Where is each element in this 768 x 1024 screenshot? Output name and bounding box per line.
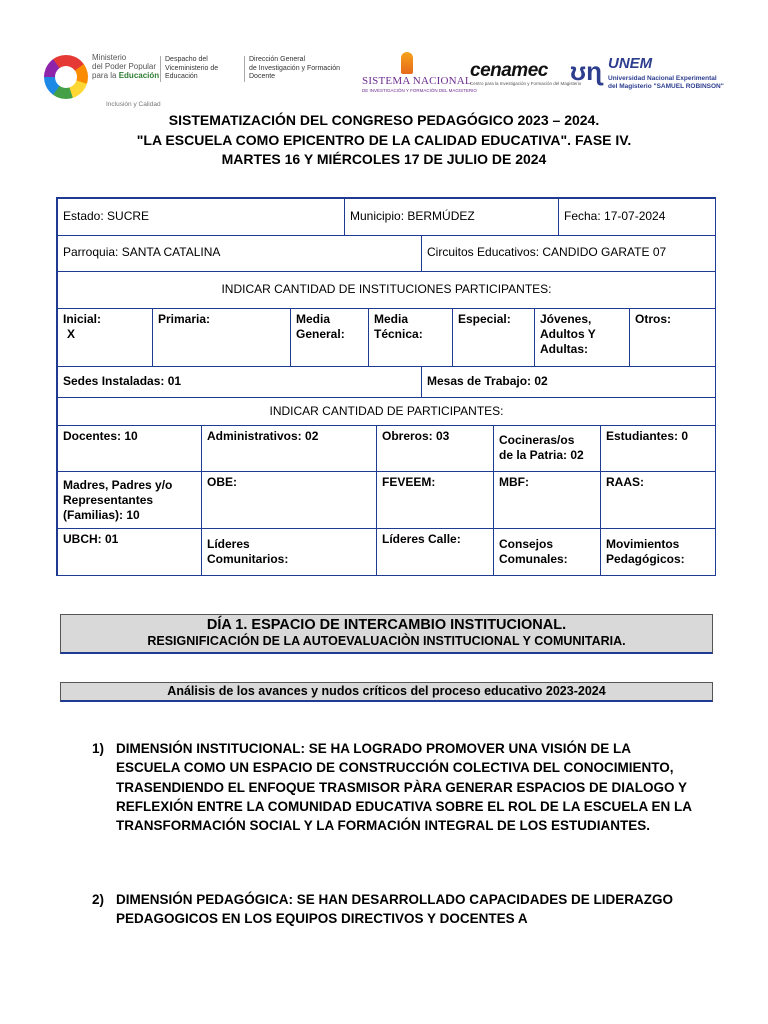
media-general-cell: Media General: <box>290 308 369 367</box>
title-line-3: MARTES 16 Y MIÉRCOLES 17 DE JULIO DE 2024 <box>221 151 547 167</box>
primaria-cell: Primaria: <box>152 308 291 367</box>
administrativos-cell: Administrativos: 02 <box>201 425 377 472</box>
jovenes-cell: Jóvenes, Adultos Y Adultas: <box>534 308 630 367</box>
circuitos-cell: Circuitos Educativos: CANDIDO GARATE 07 <box>421 235 716 272</box>
consejos-cell: Consejos Comunales: <box>493 528 601 576</box>
feveem-cell: FEVEEM: <box>376 471 494 529</box>
instituciones-header: INDICAR CANTIDAD DE INSTITUCIONES PARTICIPANTES: <box>57 271 716 309</box>
obe-cell: OBE: <box>201 471 377 529</box>
obreros-cell: Obreros: 03 <box>376 425 494 472</box>
parroquia-cell: Parroquia: SANTA CATALINA <box>57 235 422 272</box>
mesas-cell: Mesas de Trabajo: 02 <box>421 366 716 398</box>
ministerio-slogan: Inclusión y Calidad <box>106 101 161 108</box>
inicial-cell: Inicial: X <box>57 308 153 367</box>
document-title <box>0 111 768 170</box>
movimientos-cell: Movimientos Pedagógicos: <box>600 528 716 576</box>
docentes-cell: Docentes: 10 <box>57 425 202 472</box>
cenamec-logo: cenamec Centro para la Investigación y Formación del Magisterio <box>470 60 582 86</box>
ubch-cell: UBCH: 01 <box>57 528 202 576</box>
lideres-calle-cell: Líderes Calle: <box>376 528 494 576</box>
otros-cell: Otros: <box>629 308 716 367</box>
list-item <box>92 739 692 835</box>
list-item <box>92 890 692 929</box>
section-analysis-header: Análisis de los avances y nudos críticos del proceso educativo 2023-2024 <box>60 682 713 702</box>
info-form <box>56 197 716 576</box>
estudiantes-cell: Estudiantes: 0 <box>600 425 716 472</box>
logo-header <box>0 0 768 110</box>
list-item-text: DIMENSIÓN PEDAGÓGICA: SE HAN DESARROLLADO CAPACIDADES DE LIDERAZGO PEDAGOGICOS EN LOS EQUIPOS DIRECTIVOS Y DOCENTES A <box>116 892 674 927</box>
list-item-text: DIMENSIÓN INSTITUCIONAL: SE HA LOGRADO PROMOVER UNA VISIÓN DE LA ESCUELA COMO UN ESPACIO DE CONSTRUCCIÓN COLECTIVA DEL CONOCIMIENTO, TRASENDIENDO EL ENFOQUE TRASMISOR PÀRA GENERAR ESPACIOS DE DIALOGO Y REFLEXIÓN ENTRE LA COMUNIDAD EDUCATIVA SOBRE EL ROL DE LA ESCUELA EN LA TRANSFORMACIÓN SOCIAL Y LA FORMACIÓN INTEGRAL DE LOS ESTUDIANTES. <box>116 741 692 834</box>
lideres-comunitarios-cell: Líderes Comunitarios: <box>201 528 377 576</box>
sedes-cell: Sedes Instaladas: 01 <box>57 366 422 398</box>
ministerio-ring-icon <box>44 55 88 99</box>
participantes-header: INDICAR CANTIDAD DE PARTICIPANTES: <box>57 397 716 426</box>
ministerio-name: Ministerio del Poder Popular para la Educación <box>92 53 160 80</box>
mbf-cell: MBF: <box>493 471 601 529</box>
direccion-logo-text: Dirección General de Investigación y Formación Docente <box>244 56 361 82</box>
inicial-value: X <box>67 327 76 341</box>
fecha-cell: Fecha: 17-07-2024 <box>558 198 716 236</box>
estado-cell: Estado: SUCRE <box>57 198 345 236</box>
list-item-number: 1) <box>92 741 105 756</box>
madres-cell: Madres, Padres y/o Representantes (Familias): 10 <box>57 471 202 529</box>
especial-cell: Especial: <box>452 308 535 367</box>
section-day1-header <box>60 614 713 654</box>
media-tecnica-cell: Media Técnica: <box>368 308 453 367</box>
despacho-logo-text: Despacho del Viceministerio de Educación <box>160 56 245 82</box>
pencil-icon <box>401 52 413 74</box>
section-day1-title: DÍA 1. ESPACIO DE INTERCAMBIO INSTITUCIONAL. <box>206 617 567 633</box>
title-line-2: "LA ESCUELA COMO EPICENTRO DE LA CALIDAD EDUCATIVA". FASE IV. <box>136 131 632 148</box>
cocineras-cell: Cocineras/os de la Patria: 02 <box>493 425 601 472</box>
section-day1-subtitle: RESIGNIFICACIÓN DE LA AUTOEVALUACIÒN INSTITUCIONAL Y COMUNITARIA. <box>147 634 626 648</box>
raas-cell: RAAS: <box>600 471 716 529</box>
unem-mark-icon: ʊɳ <box>570 56 603 86</box>
municipio-cell: Municipio: BERMÚDEZ <box>344 198 559 236</box>
list-item-number: 2) <box>92 892 105 907</box>
title-line-1: SISTEMATIZACIÓN DEL CONGRESO PEDAGÓGICO 2023 – 2024. <box>168 112 600 128</box>
sistema-nacional-logo: SISTEMA NACIONAL DE INVESTIGACIÓN Y FORMACIÓN DEL MAGISTERIO <box>362 52 462 92</box>
unem-logo: ʊɳ UNEM Universidad Nacional Experimental del Magisterio "SAMUEL ROBINSON" <box>570 55 724 90</box>
